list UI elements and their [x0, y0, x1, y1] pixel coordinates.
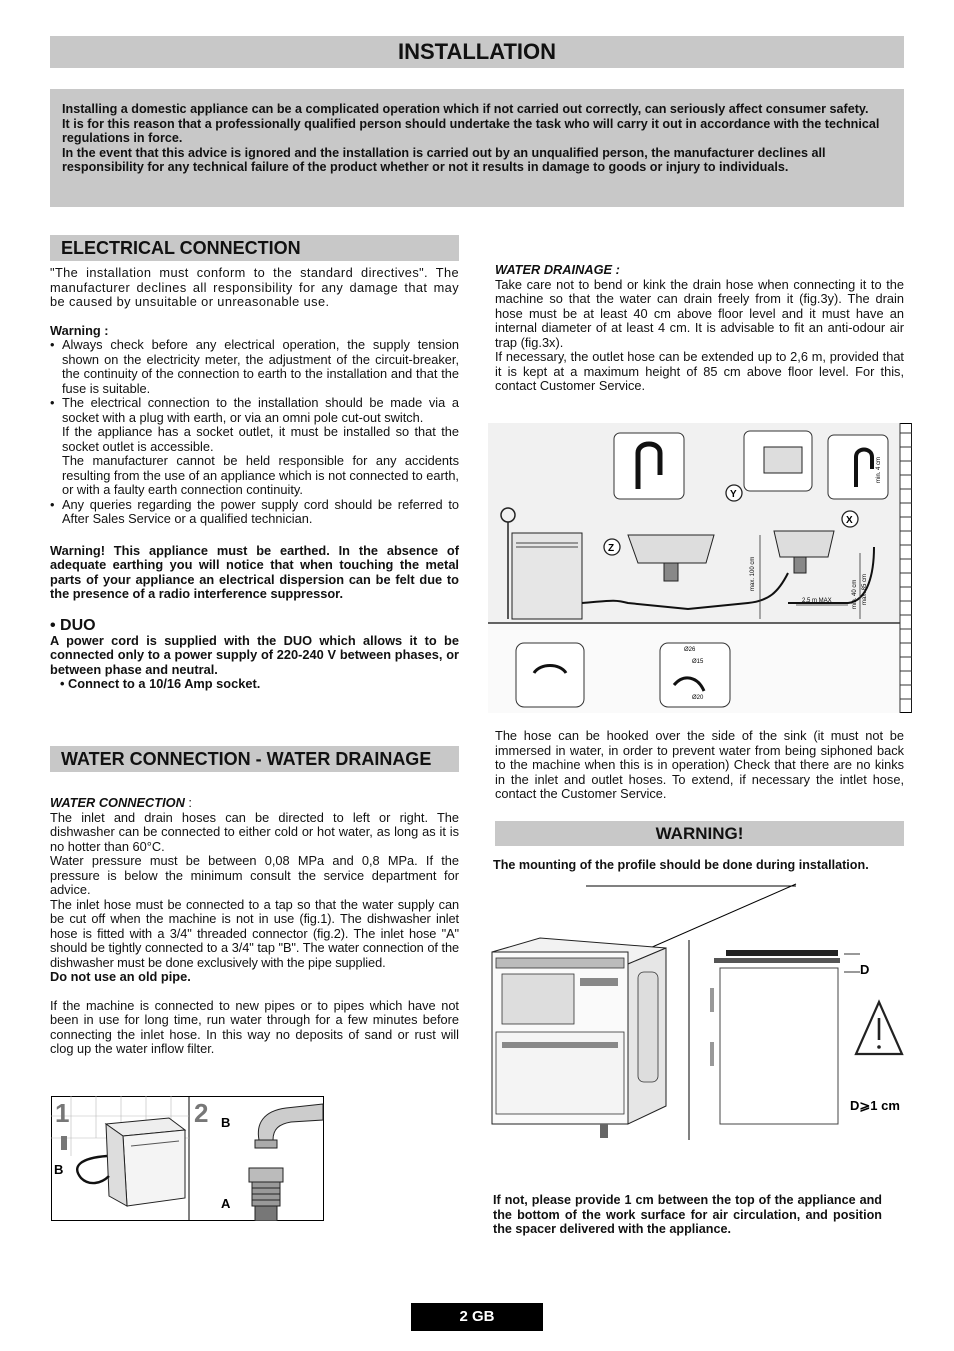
marker-y: Y	[730, 489, 737, 500]
intro-paragraph-2: It is for this reason that a professionally qualified person should undertake the task who will carry it out in accordance with the technical regulations in force.	[62, 116, 880, 146]
work-surface	[726, 950, 838, 956]
fig-1-label-b: B	[54, 1162, 64, 1177]
earth-warning: Warning! This appliance must be earthed. In the absence of adequate earthing you will notice that when touching the metal parts of your appliance an electrical dispersion can be felt due to the presence of a radio interference suppressor.	[50, 542, 459, 601]
water-connection-label: WATER CONNECTION	[50, 795, 185, 810]
marker-x: X	[846, 515, 853, 526]
label-25-max: 2,5 m MAX	[802, 598, 832, 604]
water-connection-colon: :	[184, 795, 192, 810]
spacer-text: If not, please provide 1 cm between the top of the appliance and the bottom of the work surface for air circulation, and position the spacer delivered with the appliance.	[493, 1193, 882, 1236]
water-connection-section	[50, 796, 459, 1057]
label-max-100: max. 100 cm	[750, 556, 756, 591]
electrical-bullet-1: • Always check before any electrical operation, the supply tension shown on the electricity meter, the adjustment of the circuit-breaker, the continuity of the connection to earth to the installation and that the fuse is suitable.	[50, 338, 459, 396]
electrical-bullet-2-sub-1: If the appliance has a socket outlet, it must be installed so that the socket outlet is accessible.	[62, 424, 459, 454]
warning-label: Warning :	[50, 322, 109, 338]
hose-text-section	[495, 729, 904, 802]
electrical-section	[50, 266, 459, 692]
electrical-bullet-2-sub-2: The manufacturer cannot be held responsible for any accidents resulting from the use of an appliance which is not connected to earth, or with a faulty earth connection continuity.	[62, 453, 459, 497]
water-drainage-p1: Take care not to bend or kink the drain hose when connecting it to the machine so that the water can drain freely from it (fig.3y). The drain hose must be at least 40 cm above floor level and it must have an internal diameter of at least 4 cm. It is advisable to fit an anti-odour air trap (fig.3x).	[495, 276, 904, 350]
profile-text: The mounting of the profile should be done during installation.	[493, 858, 869, 872]
electrical-heading: ELECTRICAL CONNECTION	[50, 235, 459, 261]
label-d20: Ø20	[692, 695, 704, 701]
figure-1-2	[51, 1096, 324, 1221]
fig-2-label-b: B	[221, 1115, 231, 1130]
label-d-min-1cm: D⩾1 cm	[850, 1098, 900, 1113]
electrical-intro: "The installation must conform to the standard directives". The manufacturer declines all responsibility for any damage that may be caused by unsuitable or unreasonable use.	[50, 265, 459, 309]
marker-z: Z	[608, 543, 615, 554]
water-connection-p3: The inlet hose must be connected to a tap so that the water supply can be cut off when the machine is not in use (fig.1). The dishwasher inlet hose is fitted with a 3/4" threaded connector (fig.2). The inlet hose "A" should be tightly connected to a 3/4" tap "B". The water connection of the dishwasher must be done exclusively with the pipe supplied.	[50, 896, 459, 970]
intro-paragraph-3: In the event that this advice is ignored and the installation is carried out by an unqualified person, the manufacturer declines all responsibility for any technical failure of the product whether or not it results in damage to goods or injury to individuals.	[62, 145, 826, 175]
electrical-bullet-3: • Any queries regarding the power supply cord should be referred to After Sales Service or a qualified technician.	[50, 498, 459, 527]
figure-profile-mounting	[488, 882, 912, 1144]
dishwasher-drawing	[512, 533, 582, 619]
side-view-drawing	[710, 950, 840, 1124]
water-connection-p4: Do not use an old pipe.	[50, 969, 191, 984]
appliance-drawing	[492, 938, 666, 1138]
page-number: 2 GB	[411, 1303, 543, 1331]
label-min-4: min. 4 cm	[876, 456, 882, 483]
page-title: INSTALLATION	[50, 36, 904, 68]
fig-2-number: 2	[194, 1098, 209, 1128]
water-drainage-p2: If necessary, the outlet hose can be extended up to 2,6 m, provided that it is kept at a maximum height of 85 cm above floor level. For this, contact Customer Service.	[495, 349, 904, 393]
water-drainage-label: WATER DRAINAGE :	[495, 262, 620, 277]
tap-icon	[61, 1136, 67, 1150]
label-max-85: max. 85 cm	[862, 573, 868, 605]
duo-heading: • DUO	[50, 616, 96, 634]
water-heading: WATER CONNECTION - WATER DRAINAGE	[50, 746, 459, 772]
water-drainage-section	[495, 263, 904, 394]
electrical-bullet-2: • The electrical connection to the installation should be made via a socket with a plug with earth, or via an omni pole cut-out switch.	[50, 396, 459, 425]
water-connection-p5: If the machine is connected to new pipes or to pipes which have not been in use for long time, run water through for a few minutes before connecting the inlet hose. In this way no deposits of sand or rust will clog up the water inflow filter.	[50, 997, 459, 1056]
dishwasher-drawing	[106, 1118, 185, 1206]
water-connection-p1: The inlet and drain hoses can be directed to left or right. The dishwasher can be connected to either cold or hot water, as long as it is no hotter than 60°C.	[50, 809, 459, 854]
warning-heading: WARNING!	[495, 821, 904, 846]
figure-3-drainage	[488, 423, 912, 713]
intro-paragraph-1: Installing a domestic appliance can be a complicated operation which if not carried out correctly, can seriously affect consumer safety.	[62, 102, 869, 116]
label-d26: Ø26	[684, 647, 696, 653]
water-connection-p2: Water pressure must be between 0,08 MPa and 0,8 MPa. If the pressure is below the minimum consult the service department for advice.	[50, 853, 459, 897]
hose-text: The hose can be hooked over the side of the sink (it must not be immersed in water, in order to prevent water from being siphoned back to the machine when this is in operation) Check that there are no kinks in the inlet and outlet hoses. To extend, if necessary the intlet hose, contact the Customer Service.	[495, 728, 904, 801]
fig-1-number: 1	[55, 1098, 70, 1128]
duo-bullet: • Connect to a 10/16 Amp socket.	[60, 676, 261, 691]
fig-2-label-a: A	[221, 1196, 231, 1211]
label-d15: Ø15	[692, 659, 704, 665]
label-min-40: min. 40 cm	[852, 579, 858, 609]
duo-text: A power cord is supplied with the DUO which allows it to be connected only to a power supply of 220-240 V between phases, or between phase and neutral.	[50, 632, 459, 677]
intro-safety-box	[50, 89, 904, 207]
label-d: D	[860, 962, 870, 977]
